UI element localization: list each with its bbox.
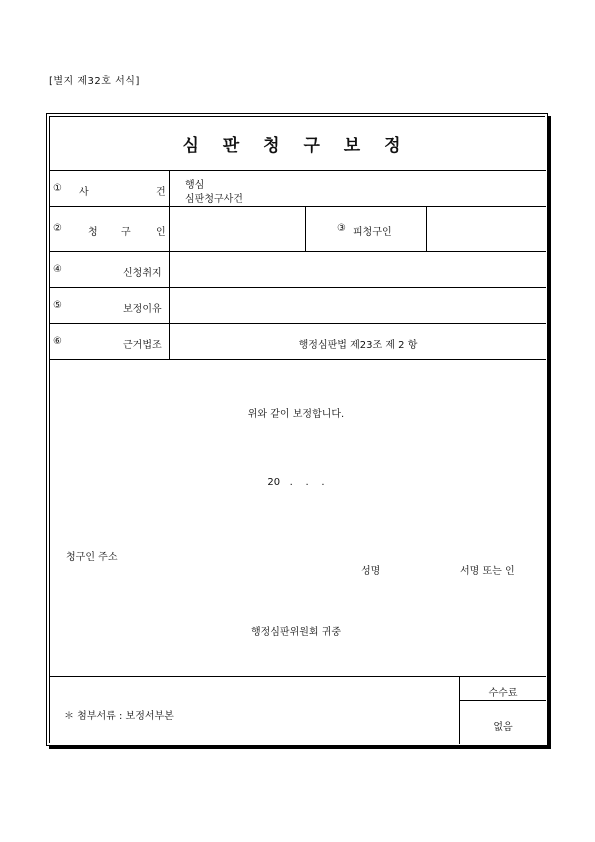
attachments-text: ＊ 첨부서류 : 보정서부본 <box>64 711 174 722</box>
row-divider <box>49 206 546 207</box>
case-value-line: 행심 <box>185 180 205 191</box>
basis-value: 행정심판법 제23조 제 2 항 <box>298 340 418 351</box>
case-label-part: 사 <box>79 187 89 198</box>
claimant-label-part: 청 <box>88 227 98 238</box>
row-number: ③ <box>337 223 346 234</box>
row-divider <box>49 359 546 360</box>
fee-divider <box>460 700 546 701</box>
respondent-divider <box>305 206 306 251</box>
row-number: ⑥ <box>53 336 62 347</box>
row-divider <box>49 170 546 171</box>
address-label: 청구인 주소 <box>66 552 118 563</box>
case-label-part: 건 <box>156 187 166 198</box>
frame-left-double-line <box>49 116 50 743</box>
fee-label: 수수료 <box>488 688 518 699</box>
basis-label: 근거법조 <box>123 340 162 351</box>
form-title: 심 판 청 구 보 정 <box>182 136 410 156</box>
row-number: ① <box>53 183 62 194</box>
reason-label: 보정이유 <box>123 304 162 315</box>
case-value-line: 심판청구사건 <box>185 194 243 205</box>
row-divider <box>49 287 546 288</box>
respondent-label: 피청구인 <box>353 227 392 238</box>
recipient-text: 행정심판위원회 귀중 <box>250 627 342 638</box>
row-divider <box>49 676 546 677</box>
row-number: ② <box>53 223 62 234</box>
row-number: ⑤ <box>53 300 62 311</box>
respondent-divider <box>426 206 427 251</box>
label-column-divider <box>169 170 170 359</box>
row-divider <box>49 251 546 252</box>
claimant-label-part: 인 <box>156 227 166 238</box>
statement-text: 위와 같이 보정합니다. <box>247 409 345 420</box>
signature-label: 서명 또는 인 <box>460 566 515 577</box>
row-number: ④ <box>53 264 62 275</box>
row-divider <box>49 323 546 324</box>
name-label: 성명 <box>361 566 381 577</box>
form-frame <box>46 113 548 746</box>
claimant-label-part: 구 <box>121 227 131 238</box>
date-line: 20 . . . <box>267 477 325 488</box>
form-number: [별지 제32호 서식] <box>49 76 140 87</box>
fee-value: 없음 <box>493 722 513 733</box>
request-label: 신청취지 <box>123 268 162 279</box>
frame-double-line <box>50 116 545 117</box>
